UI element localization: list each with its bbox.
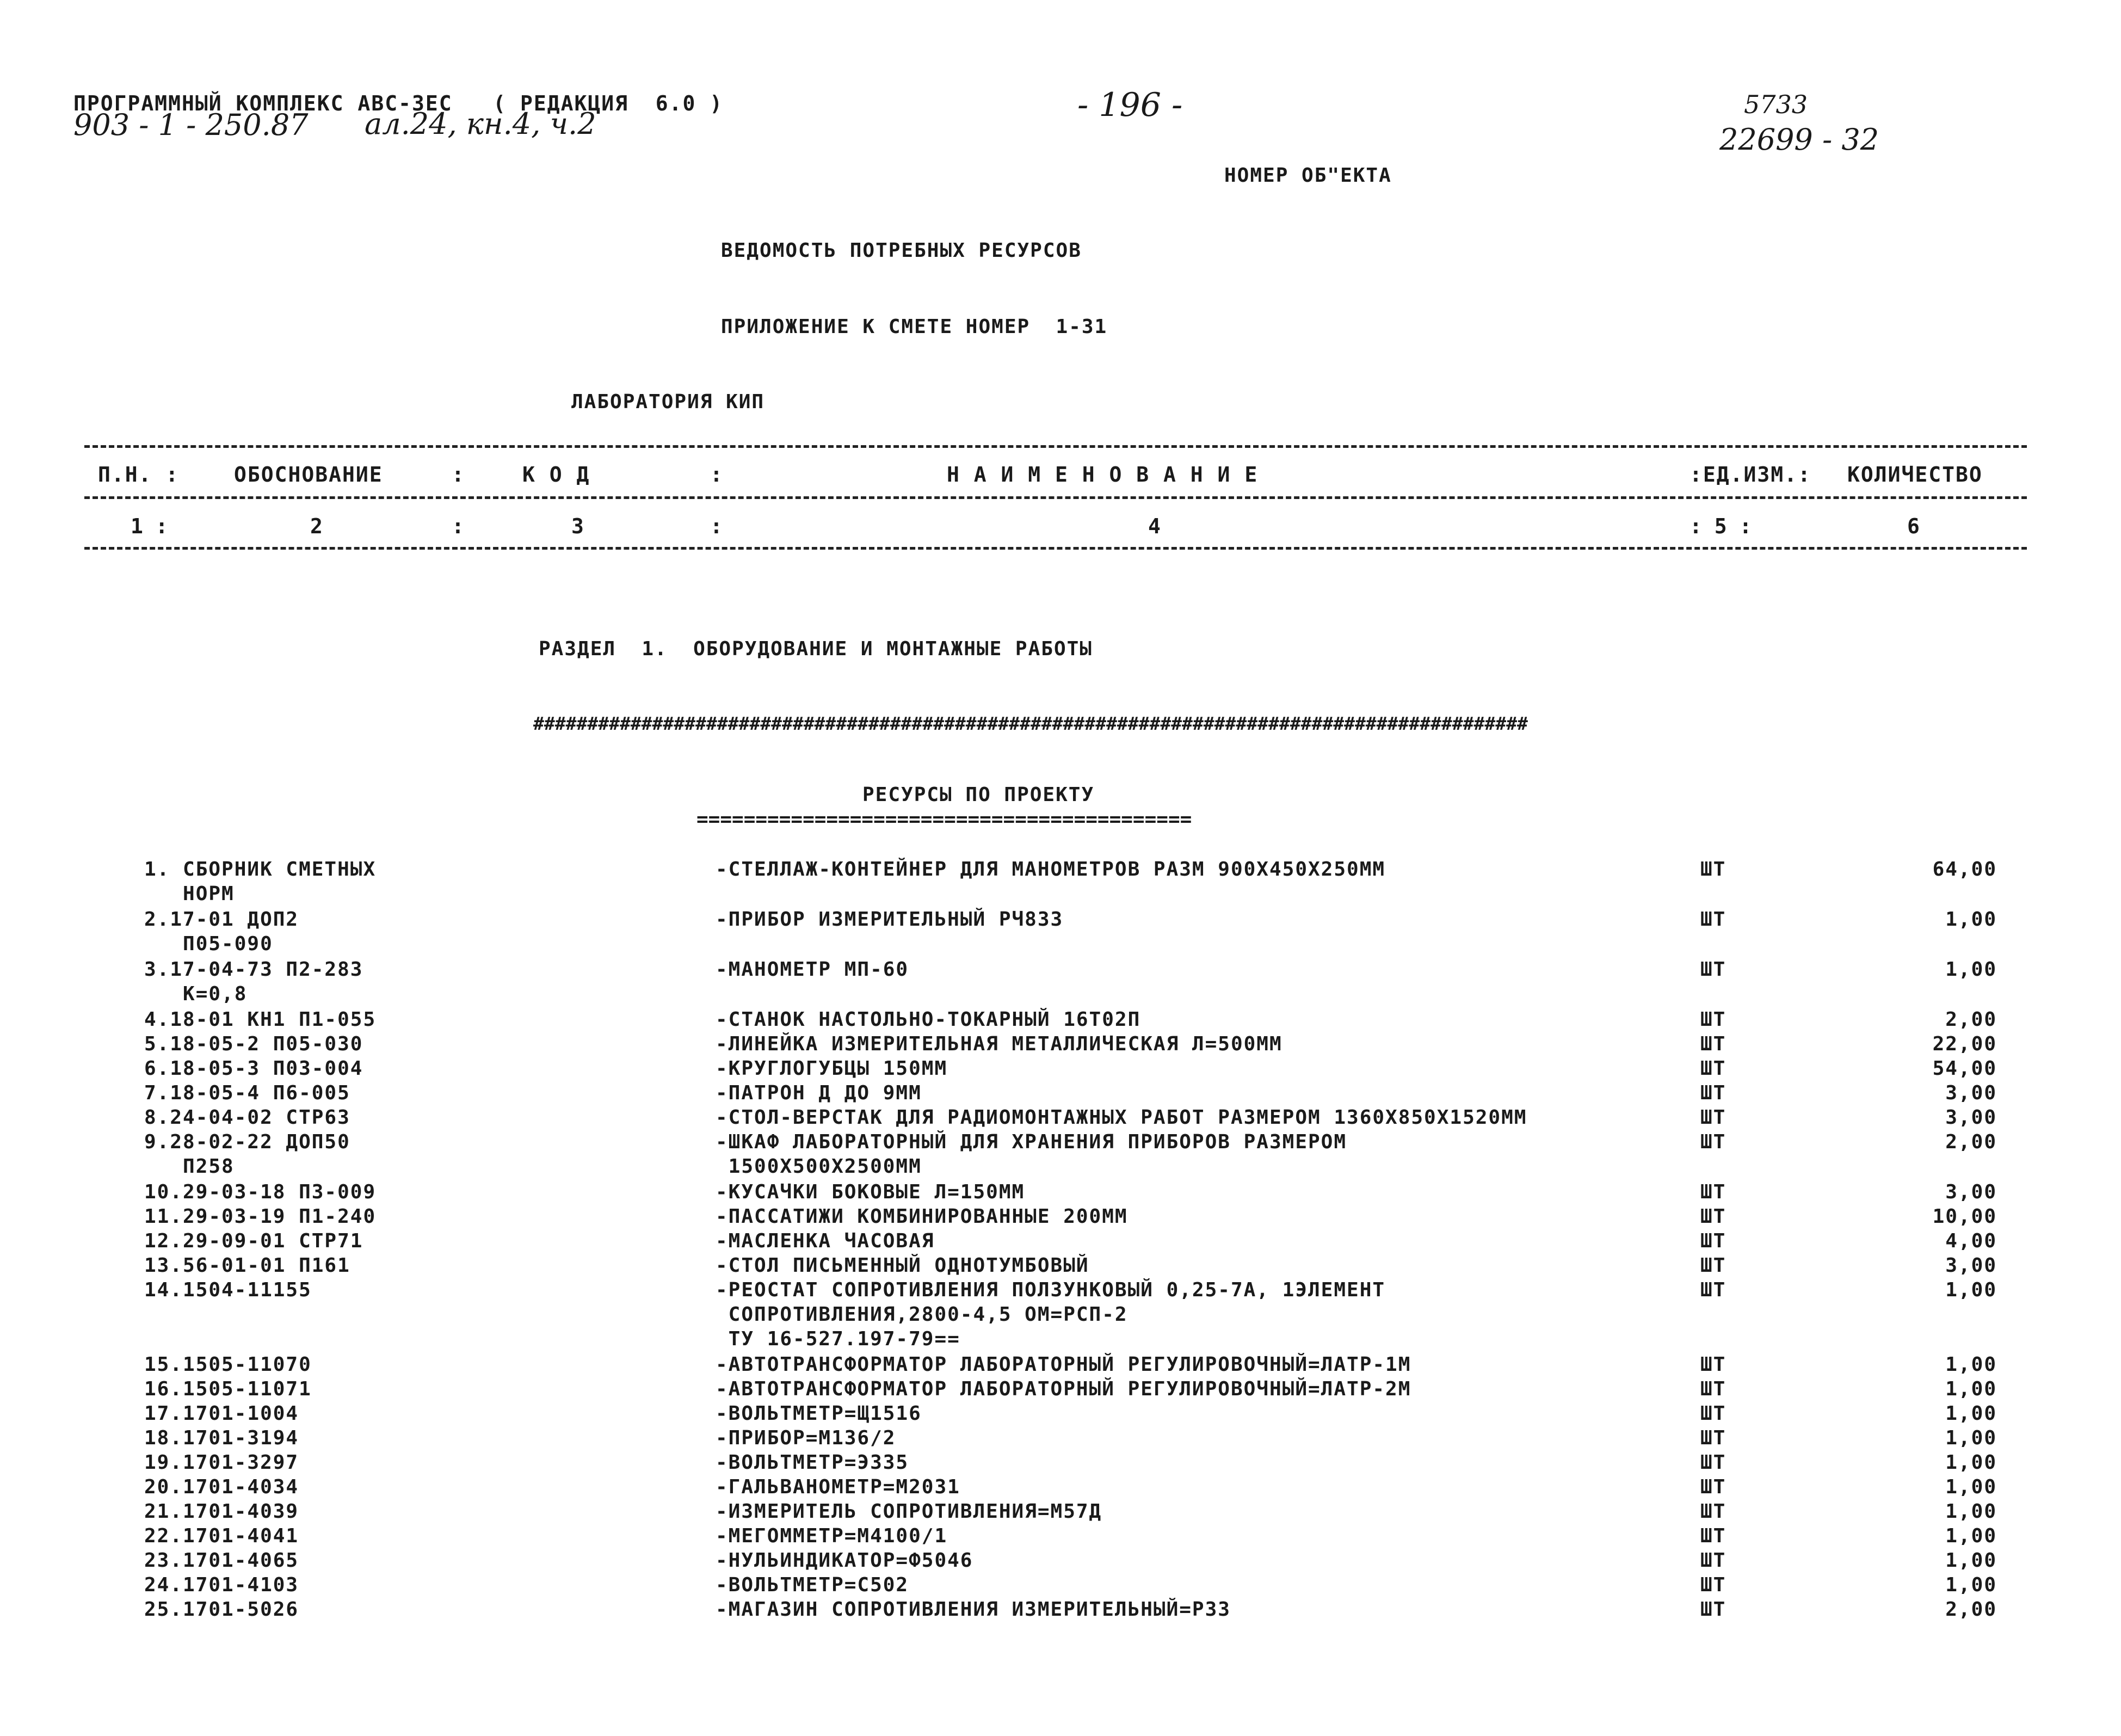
row-justification: 1. СБОРНИК СМЕТНЫХ НОРМ (144, 858, 377, 905)
col-header-quantity: КОЛИЧЕСТВО (1847, 463, 1983, 487)
row-unit: ШТ (1700, 1033, 1727, 1055)
row-justification: 15.1505-11070 (144, 1353, 312, 1376)
row-resource-name: -ПРИБОР ИЗМЕРИТЕЛЬНЫЙ РЧ833 (716, 908, 1064, 931)
row-unit: ШТ (1700, 908, 1727, 931)
col-number-3: 3 (571, 514, 584, 538)
row-resource-name: -ВОЛЬТМЕТР=Щ1516 (716, 1402, 922, 1425)
statement-title: ВЕДОМОСТЬ ПОТРЕБНЫХ РЕСУРСОВ (721, 239, 1082, 262)
row-justification: 16.1505-11071 (144, 1378, 312, 1400)
row-unit: ШТ (1700, 858, 1727, 881)
row-quantity: 64,00 (1932, 858, 1997, 881)
row-resource-name: -МАСЛЕНКА ЧАСОВАЯ (716, 1230, 935, 1252)
row-justification: 6.18-05-3 П03-004 (144, 1057, 363, 1080)
row-justification: 8.24-04-02 СТР63 (144, 1106, 350, 1129)
row-unit: ШТ (1700, 1574, 1727, 1596)
row-resource-name: -НУЛЬИНДИКАТОР=Ф5046 (716, 1549, 973, 1572)
col-header-name: Н А И М Е Н О В А Н И Е (947, 463, 1259, 487)
row-unit: ШТ (1700, 1279, 1727, 1301)
row-justification: 21.1701-4039 (144, 1500, 299, 1523)
table-border-top (84, 445, 2027, 448)
row-unit: ШТ (1700, 1254, 1727, 1277)
row-resource-name: -КРУГЛОГУБЦЫ 150ММ (716, 1057, 948, 1080)
row-resource-name: -МАНОМЕТР МП-60 (716, 958, 909, 981)
row-resource-name: -ВОЛЬТМЕТР=Э335 (716, 1451, 909, 1474)
row-unit: ШТ (1700, 1451, 1727, 1474)
row-unit: ШТ (1700, 1549, 1727, 1572)
section-title: РАЗДЕЛ 1. ОБОРУДОВАНИЕ И МОНТАЖНЫЕ РАБОТЫ (539, 638, 1093, 660)
row-quantity: 2,00 (1945, 1008, 1997, 1031)
row-quantity: 54,00 (1932, 1057, 1997, 1080)
row-justification: 12.29-09-01 СТР71 (144, 1230, 363, 1252)
table-border-middle (84, 496, 2027, 499)
row-resource-name: -СТЕЛЛАЖ-КОНТЕЙНЕР ДЛЯ МАНОМЕТРОВ РАЗМ 900Х450Х250ММ (716, 858, 1386, 881)
col-number-1: 1 : (131, 514, 168, 538)
section-hash-divider: ############################################################################################ (533, 713, 1528, 734)
row-resource-name: -ВОЛЬТМЕТР=С502 (716, 1574, 909, 1596)
handwritten-project-code: 903 - 1 - 250.87 (73, 108, 309, 142)
row-quantity: 2,00 (1945, 1131, 1997, 1153)
handwritten-album-note: ал.24, кн.4, ч.2 (365, 107, 596, 141)
row-resource-name: -МЕГОММЕТР=М4100/1 (716, 1525, 948, 1547)
row-justification: 25.1701-5026 (144, 1598, 299, 1621)
appendix-title: ПРИЛОЖЕНИЕ К СМЕТЕ НОМЕР 1-31 (721, 316, 1108, 338)
row-justification: 19.1701-3297 (144, 1451, 299, 1474)
row-resource-name: -АВТОТРАНСФОРМАТОР ЛАБОРАТОРНЫЙ РЕГУЛИРОВОЧНЫЙ=ЛАТР-1М (716, 1353, 1411, 1376)
row-justification: 10.29-03-18 П3-009 (144, 1181, 377, 1203)
row-justification: 2.17-01 ДОП2 П05-090 (144, 908, 299, 955)
col-header-sep: : (710, 463, 724, 487)
row-justification: 13.56-01-01 П161 (144, 1254, 350, 1277)
row-unit: ШТ (1700, 1500, 1727, 1523)
row-resource-name: -ШКАФ ЛАБОРАТОРНЫЙ ДЛЯ ХРАНЕНИЯ ПРИБОРОВ РАЗМЕРОМ 1500Х500Х2500ММ (716, 1131, 1347, 1178)
row-quantity: 22,00 (1932, 1033, 1997, 1055)
col-number-6: 6 (1907, 514, 1920, 538)
row-unit: ШТ (1700, 1353, 1727, 1376)
row-justification: 22.1701-4041 (144, 1525, 299, 1547)
col-header-sep: : (452, 463, 465, 487)
resources-title: РЕСУРСЫ ПО ПРОЕКТУ (862, 784, 1095, 806)
object-number-label: НОМЕР ОБ"ЕКТА (1224, 164, 1392, 187)
reference-number-top: 5733 (1744, 90, 1808, 119)
row-quantity: 1,00 (1945, 1500, 1997, 1523)
col-header-justification: ОБОСНОВАНИЕ (234, 463, 383, 487)
row-unit: ШТ (1700, 1181, 1727, 1203)
row-justification: 9.28-02-22 ДОП50 П258 (144, 1131, 350, 1178)
row-justification: 11.29-03-19 П1-240 (144, 1205, 377, 1228)
row-unit: ШТ (1700, 1402, 1727, 1425)
row-justification: 3.17-04-73 П2-283 К=0,8 (144, 958, 363, 1005)
row-quantity: 3,00 (1945, 1082, 1997, 1104)
table-border-bottom (84, 547, 2027, 550)
row-resource-name: -ЛИНЕЙКА ИЗМЕРИТЕЛЬНАЯ МЕТАЛЛИЧЕСКАЯ Л=500ММ (716, 1033, 1283, 1055)
row-unit: ШТ (1700, 1008, 1727, 1031)
row-unit: ШТ (1700, 1598, 1727, 1621)
col-number-5: : 5 : (1690, 514, 1752, 538)
row-resource-name: -СТОЛ-ВЕРСТАК ДЛЯ РАДИОМОНТАЖНЫХ РАБОТ РАЗМЕРОМ 1360Х850Х1520ММ (716, 1106, 1527, 1129)
row-quantity: 4,00 (1945, 1230, 1997, 1252)
row-resource-name: -АВТОТРАНСФОРМАТОР ЛАБОРАТОРНЫЙ РЕГУЛИРОВОЧНЫЙ=ЛАТР-2М (716, 1378, 1411, 1400)
col-number-4: 4 (1148, 514, 1161, 538)
program-header: ПРОГРАММНЫЙ КОМПЛЕКС АВС-3ЕС ( РЕДАКЦИЯ 6.0 ) (73, 91, 724, 115)
row-justification: 17.1701-1004 (144, 1402, 299, 1425)
row-quantity: 1,00 (1945, 1574, 1997, 1596)
lab-title: ЛАБОРАТОРИЯ КИП (571, 391, 765, 413)
row-quantity: 1,00 (1945, 1525, 1997, 1547)
row-quantity: 1,00 (1945, 1353, 1997, 1376)
row-quantity: 3,00 (1945, 1181, 1997, 1203)
reference-number-bottom: 22699 - 32 (1719, 122, 1879, 157)
row-resource-name: -ПАТРОН Д ДО 9ММ (716, 1082, 922, 1104)
row-resource-name: -СТАНОК НАСТОЛЬНО-ТОКАРНЫЙ 16Т02П (716, 1008, 1141, 1031)
row-justification: 18.1701-3194 (144, 1427, 299, 1449)
row-justification: 24.1701-4103 (144, 1574, 299, 1596)
row-justification: 23.1701-4065 (144, 1549, 299, 1572)
row-resource-name: -ПРИБОР=М136/2 (716, 1427, 896, 1449)
row-quantity: 10,00 (1932, 1205, 1997, 1228)
resources-underline: ========================================== (696, 808, 1192, 830)
row-justification: 14.1504-11155 (144, 1279, 312, 1301)
page-number: - 196 - (1077, 86, 1183, 124)
row-resource-name: -ГАЛЬВАНОМЕТР=М2031 (716, 1476, 960, 1498)
row-unit: ШТ (1700, 1131, 1727, 1153)
row-quantity: 1,00 (1945, 1279, 1997, 1301)
col-number-2: 2 (310, 514, 323, 538)
row-unit: ШТ (1700, 1230, 1727, 1252)
row-justification: 4.18-01 КН1 П1-055 (144, 1008, 377, 1031)
row-unit: ШТ (1700, 1082, 1727, 1104)
row-unit: ШТ (1700, 1427, 1727, 1449)
row-quantity: 2,00 (1945, 1598, 1997, 1621)
col-number-sep: : (452, 514, 464, 538)
row-justification: 5.18-05-2 П05-030 (144, 1033, 363, 1055)
row-quantity: 1,00 (1945, 1427, 1997, 1449)
col-header-pn: П.Н. : (98, 463, 180, 487)
row-justification: 7.18-05-4 П6-005 (144, 1082, 350, 1104)
row-resource-name: -РЕОСТАТ СОПРОТИВЛЕНИЯ ПОЛЗУНКОВЫЙ 0,25-7А, 1ЭЛЕМЕНТ СОПРОТИВЛЕНИЯ,2800-4,5 ОМ=РСП-2 ТУ 16-527.197-79== (716, 1279, 1386, 1350)
row-resource-name: -МАГАЗИН СОПРОТИВЛЕНИЯ ИЗМЕРИТЕЛЬНЫЙ=Р33 (716, 1598, 1231, 1621)
row-quantity: 1,00 (1945, 1451, 1997, 1474)
row-resource-name: -ИЗМЕРИТЕЛЬ СОПРОТИВЛЕНИЯ=М57Д (716, 1500, 1102, 1523)
col-number-sep: : (710, 514, 723, 538)
row-quantity: 3,00 (1945, 1254, 1997, 1277)
row-quantity: 3,00 (1945, 1106, 1997, 1129)
row-resource-name: -КУСАЧКИ БОКОВЫЕ Л=150ММ (716, 1181, 1025, 1203)
row-unit: ШТ (1700, 1057, 1727, 1080)
row-quantity: 1,00 (1945, 1476, 1997, 1498)
row-unit: ШТ (1700, 1106, 1727, 1129)
row-justification: 20.1701-4034 (144, 1476, 299, 1498)
row-quantity: 1,00 (1945, 958, 1997, 981)
row-unit: ШТ (1700, 1525, 1727, 1547)
row-quantity: 1,00 (1945, 908, 1997, 931)
col-header-code: К О Д (522, 463, 590, 487)
row-unit: ШТ (1700, 1378, 1727, 1400)
row-resource-name: -СТОЛ ПИСЬМЕННЫЙ ОДНОТУМБОВЫЙ (716, 1254, 1089, 1277)
col-header-unit: :ЕД.ИЗМ.: (1690, 463, 1811, 487)
row-unit: ШТ (1700, 1476, 1727, 1498)
row-unit: ШТ (1700, 958, 1727, 981)
row-resource-name: -ПАССАТИЖИ КОМБИНИРОВАННЫЕ 200ММ (716, 1205, 1128, 1228)
row-quantity: 1,00 (1945, 1402, 1997, 1425)
row-quantity: 1,00 (1945, 1378, 1997, 1400)
row-quantity: 1,00 (1945, 1549, 1997, 1572)
row-unit: ШТ (1700, 1205, 1727, 1228)
